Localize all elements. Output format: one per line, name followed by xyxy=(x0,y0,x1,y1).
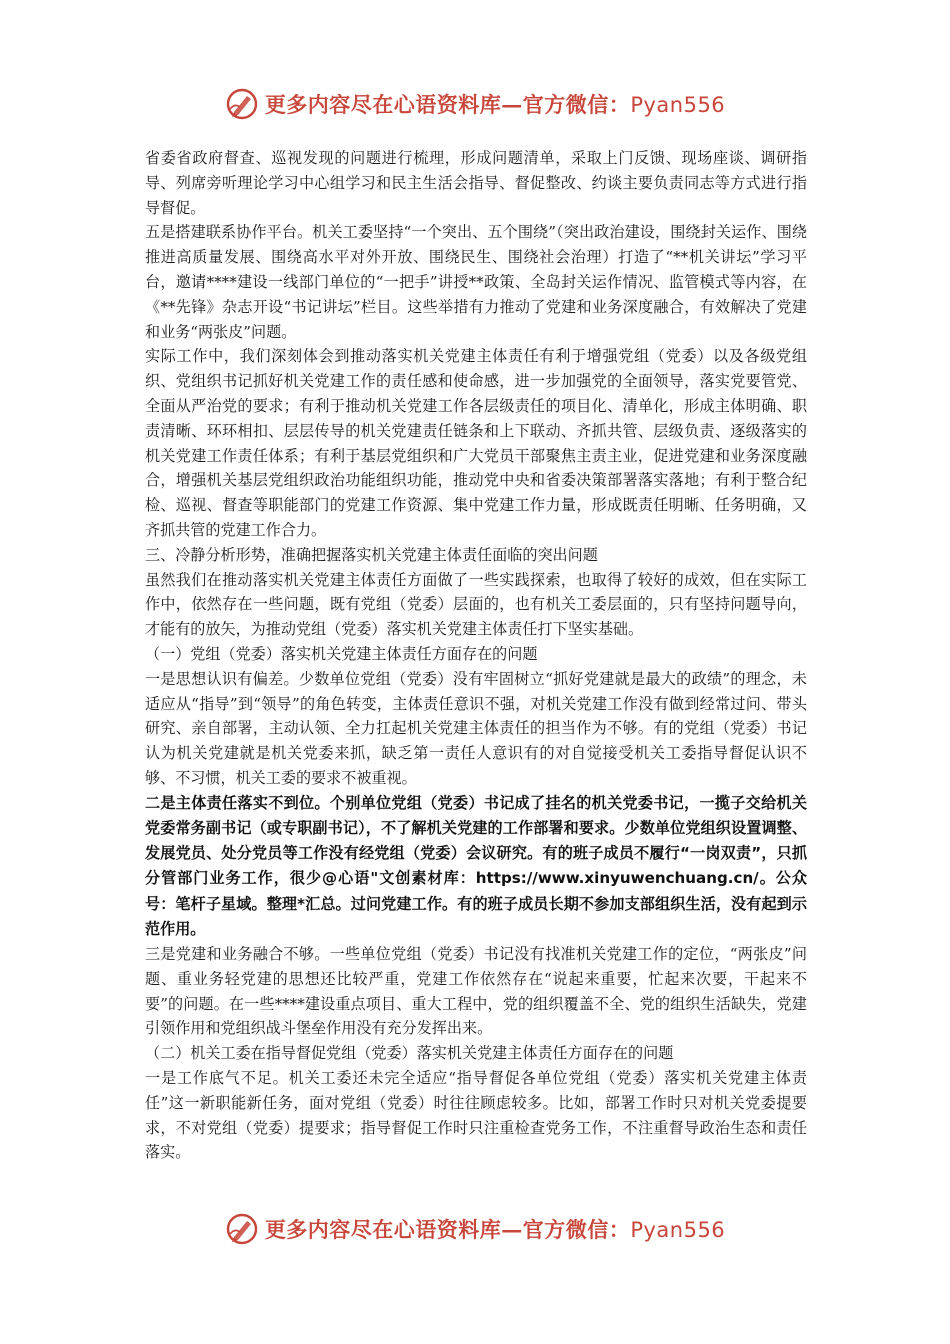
bold-paragraph: 二是主体责任落实不到位。个别单位党组（党委）书记成了挂名的机关党委书记，一揽子交给机关党委常务副书记（或专职副书记），不了解机关党建的工作部署和要求。少数单位党组织设置调整、发展党员、处分党员等工作没有经党组（党委）会议研究。有的班子成员不履行“一岗双责”，只抓分管部门业务工作，很少@心语"文创素材库：https://www.xinyuwenchuang.cn/。公众号：笔杆子星域。整理*汇总。过问党建工作。有的班子成员长期不参加支部组织生活，没有起到示范作用。 xyxy=(145,793,807,938)
paragraph: 五是搭建联系协作平台。机关工委坚持“一个突出、五个围绕”（突出政治建设，围绕封关运作、围绕推进高质量发展、围绕高水平对外开放、围绕民生、围绕社会治理）打造了“**机关讲坛”学习平台，邀请****建设一线部门单位的“一把手”讲授**政策、全岛封关运作情况、监管模式等内容，在《**先锋》杂志开设“书记讲坛”栏目。这些举措有力推动了党建和业务深度融合，有效解决了党建和业务“两张皮”问题。 xyxy=(145,223,807,341)
paragraph: 一是思想认识有偏差。少数单位党组（党委）没有牢固树立“抓好党建就是最大的政绩”的理念，未适应从“指导”到“领导”的角色转变，主体责任意识不强，对机关党建工作没有做到经常过问、带头研究、亲自部署，主动认领、全力扛起机关党建主体责任的担当作为不够。有的党组（党委）书记认为机关党建就是机关党委来抓，缺乏第一责任人意识有的对自觉接受机关工委指导督促认识不够、不习惯，机关工委的要求不被重视。 xyxy=(145,669,807,787)
pen-logo-icon xyxy=(225,1212,259,1246)
subsection-heading: （二）机关工委在指导督促党组（党委）落实机关党建主体责任方面存在的问题 xyxy=(145,1044,674,1063)
banner-text: 更多内容尽在心语资料库—官方微信：Pyan556 xyxy=(264,92,726,117)
paragraph: 三是党建和业务融合不够。一些单位党组（党委）书记没有找准机关党建工作的定位，“两张皮”问题、重业务轻党建的思想还比较严重，党建工作依然存在“说起来重要，忙起来次要，干起来不要”的问题。在一些****建设重点项目、重大工程中，党的组织覆盖不全、党的组织生活缺失，党建引领作用和党组织战斗堡垒作用没有充分发挥出来。 xyxy=(145,944,807,1038)
header-banner xyxy=(0,84,950,124)
paragraph: 实际工作中，我们深刻体会到推动落实机关党建主体责任有利于增强党组（党委）以及各级党组织、党组织书记抓好机关党建工作的责任感和使命感，进一步加强党的全面领导，落实党要管党、全面从严治党的要求；有利于推动机关党建工作各层级责任的项目化、清单化，形成主体明确、职责清晰、环环相扣、层层传导的机关党建责任链条和上下联动、齐抓共管、层级负责、逐级落实的机关党建工作责任体系；有利于基层党组织和广大党员干部聚焦主责主业，促进党建和业务深度融合，增强机关基层党组织政治功能组织功能，推动党中央和省委决策部署落实落地；有利于整合纪检、巡视、督查等职能部门的党建工作资源、集中党建工作力量，形成既责任明晰、任务明确，又齐抓共管的党建工作合力。 xyxy=(145,347,807,539)
banner-handle: Pyan556 xyxy=(630,93,726,117)
document-body xyxy=(145,146,807,1165)
footer-banner xyxy=(0,1209,950,1249)
pen-logo-icon xyxy=(225,87,259,121)
subsection-heading: （一）党组（党委）落实机关党建主体责任方面存在的问题 xyxy=(145,644,538,663)
section-heading: 三、冷静分析形势，准确把握落实机关党建主体责任面临的突出问题 xyxy=(145,545,598,564)
banner-handle: Pyan556 xyxy=(630,1218,726,1242)
paragraph: 省委省政府督查、巡视发现的问题进行梳理，形成问题清单，采取上门反馈、现场座谈、调研指导、列席旁听理论学习中心组学习和民主生活会指导、督促整改、约谈主要负责同志等方式进行指导督促。 xyxy=(145,149,807,217)
paragraph: 虽然我们在推动落实机关党建主体责任方面做了一些实践探索，也取得了较好的成效，但在实际工作中，依然存在一些问题，既有党组（党委）层面的，也有机关工委层面的，只有坚持问题导向，才能有的放矢，为推动党组（党委）落实机关党建主体责任打下坚实基础。 xyxy=(145,570,807,639)
paragraph: 一是工作底气不足。机关工委还未完全适应“指导督促各单位党组（党委）落实机关党建主体责任”这一新职能新任务，面对党组（党委）时往往顾虑较多。比如，部署工作时只对机关党委提要求，不对党组（党委）提要求；指导督促工作时只注重检查党务工作，不注重督导政治生态和责任落实。 xyxy=(145,1068,807,1162)
banner-text: 更多内容尽在心语资料库—官方微信：Pyan556 xyxy=(264,1217,726,1242)
